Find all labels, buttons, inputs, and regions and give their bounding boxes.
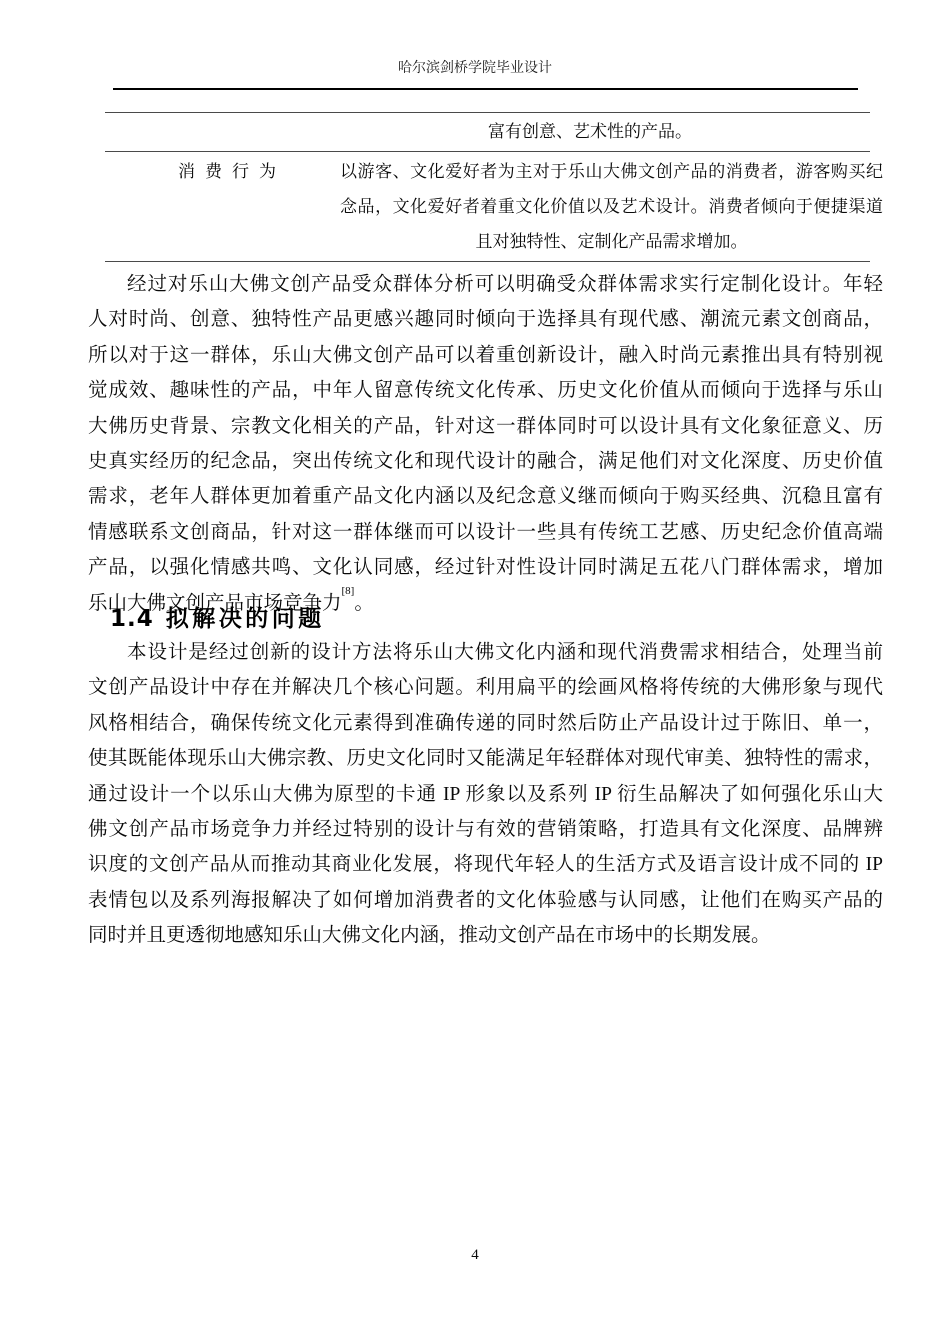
table-cell-content [340,154,883,259]
table-rule-bottom [105,261,870,262]
paragraph-last-text: 乐山大佛文创产品市场竞争力 [88,592,342,614]
citation-ref: [8] [341,585,355,598]
text-line: 所以对于这一群体，乐山大佛文创产品可以着重创新设计，融入时尚元素推出具有特别视 [88,344,883,366]
text-line: 觉成效、趣味性的产品，中年人留意传统文化传承、历史文化价值从而倾向于选择与乐山 [88,380,883,402]
paragraph-audience [88,267,883,621]
header-rule [113,88,858,90]
text-line: 风格相结合，确保传统文化元素得到准确传递的同时然后防止产品设计过于陈旧、单一， [88,712,883,734]
paragraph-problems [88,635,883,954]
text-line: 情感联系文创商品，针对这一群体继而可以设计一些具有传统工艺感、历史纪念价值高端 [88,521,883,543]
page-header-title: 哈尔滨剑桥学院毕业设计 [398,61,552,76]
heading-title: 拟解决的问题 [165,606,325,632]
text-line: 以游客、文化爱好者为主对于乐山大佛文创产品的消费者，游客购买纪 [340,162,883,181]
text-line: 经过对乐山大佛文创产品受众群体分析可以明确受众群体需求实行定制化设计。年轻 [127,274,883,295]
text-line: 佛文创产品市场竞争力并经过特别的设计与有效的营销策略，打造具有文化深度、品牌辨 [88,819,883,841]
text-line: 通过设计一个以乐山大佛为原型的卡通 IP 形象以及系列 IP 衍生品解决了如何强化乐山大 [88,783,883,805]
text-line: 念品，文化爱好者着重文化价值以及艺术设计。消费者倾向于便捷渠道 [340,197,883,216]
text-line: 识度的文创产品从而推动其商业化发展，将现代年轻人的生活方式及语言设计成不同的 IP [88,854,883,876]
text-line: 史真实经历的纪念品，突出传统文化和现代设计的融合，满足他们对文化深度、历史价值 [88,451,883,473]
heading-number: 1.4 [110,606,154,632]
table-cell-label: 消费行为 [178,162,286,181]
text-line: 表情包以及系列海报解决了如何增加消费者的文化体验感与认同感，让他们在购买产品的 [88,889,883,911]
text-line: 使其既能体现乐山大佛宗教、历史文化同时又能满足年轻群体对现代审美、独特性的需求， [88,748,883,770]
table-cell-carryover: 富有创意、艺术性的产品。 [488,122,692,141]
paragraph-lines [88,267,883,586]
paragraph-last-period: 。 [354,592,374,614]
text-line: 大佛历史背景、宗教文化相关的产品，针对这一群体同时可以设计具有文化象征意义、历 [88,415,883,437]
text-line: 人对时尚、创意、独特性产品更感兴趣同时倾向于选择具有现代感、潮流元素文创商品， [88,309,883,331]
text-line: 本设计是经过创新的设计方法将乐山大佛文化内涵和现代消费需求相结合，处理当前 [127,642,883,663]
text-line: 且对独特性、定制化产品需求增加。 [475,232,748,251]
section-heading [110,603,810,635]
text-line: 产品，以强化情感共鸣、文化认同感，经过针对性设计同时满足五花八门群体需求，增加 [88,557,883,579]
table-rule-middle [105,151,870,152]
paragraph-lines [88,635,883,918]
text-line: 文创产品设计中存在并解决几个核心问题。利用扁平的绘画风格将传统的大佛形象与现代 [88,677,883,699]
text-line: 需求，老年人群体更加着重产品文化内涵以及纪念意义继而倾向于购买经典、沉稳且富有 [88,486,883,508]
page-number: 4 [471,1247,479,1263]
paragraph-line-last: 同时并且更透彻地感知乐山大佛文化内涵，推动文创产品在市场中的长期发展。 [88,925,771,947]
